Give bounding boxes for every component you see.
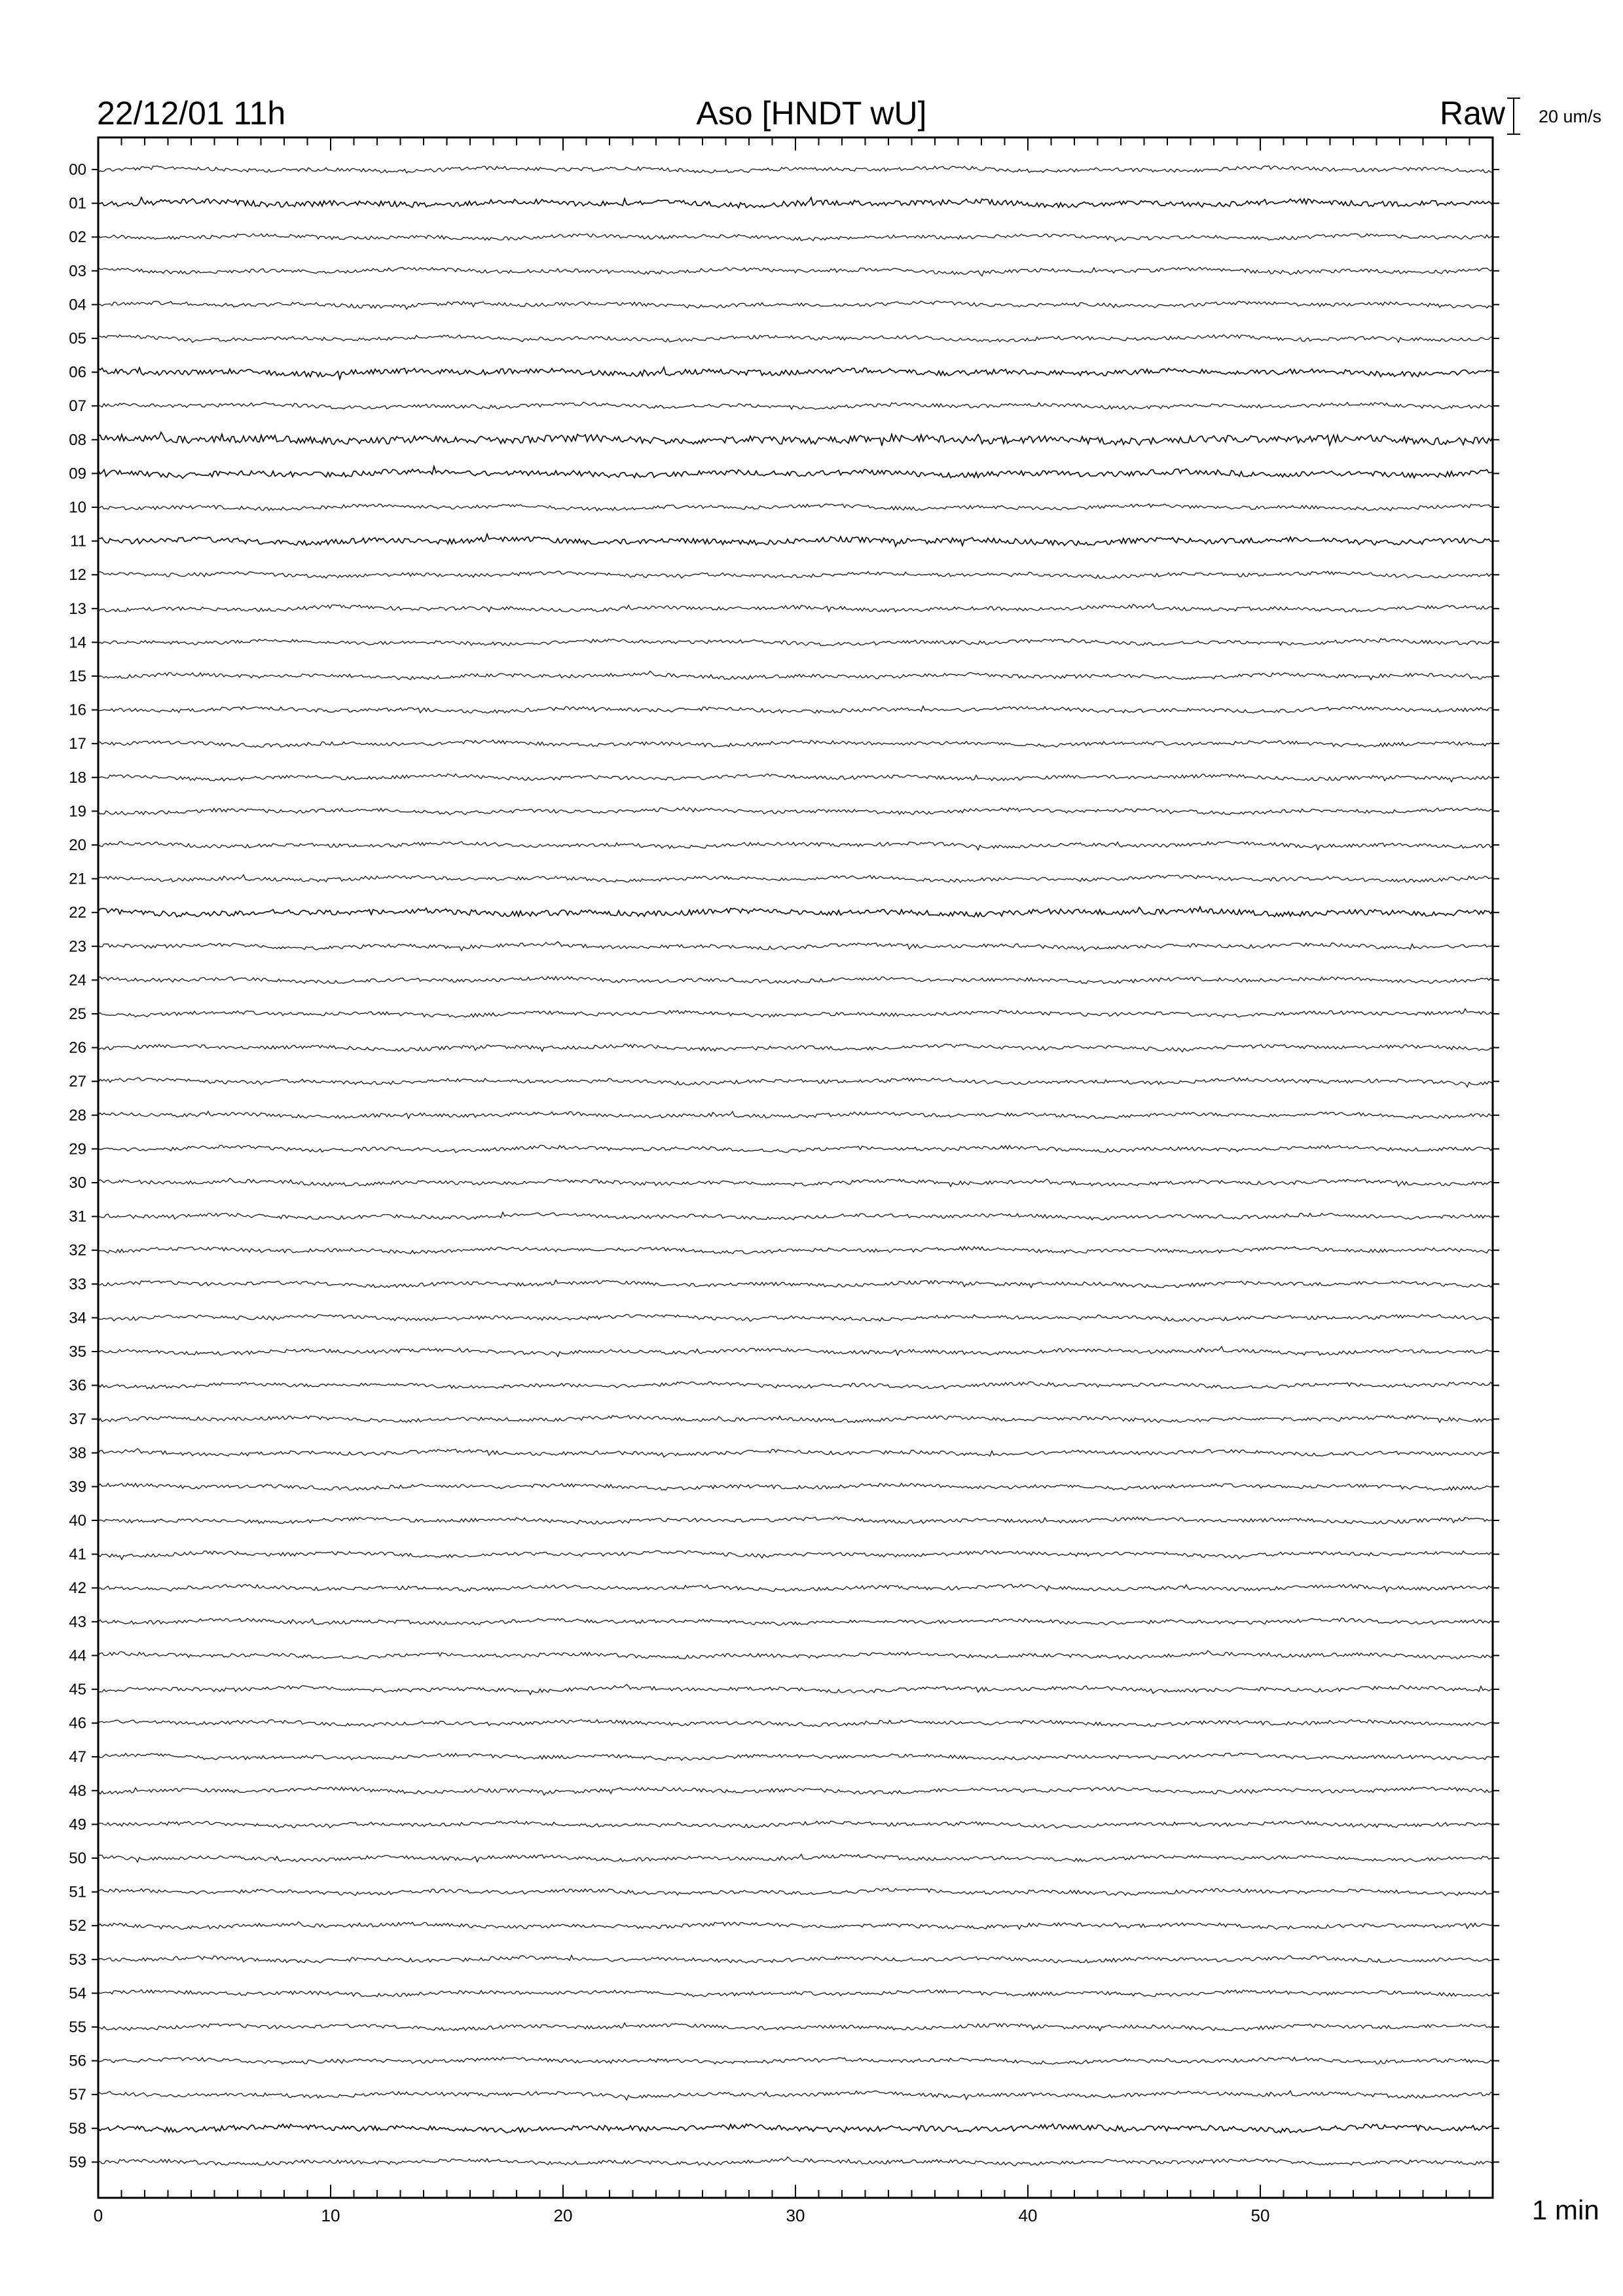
row-label: 47 [69,1748,86,1767]
trace-line [98,942,1493,951]
row-label: 04 [69,296,86,314]
trace-line [98,403,1493,410]
trace-line [98,234,1493,242]
row-label: 19 [69,802,86,821]
row-label: 22 [69,904,86,922]
trace-line [98,2023,1493,2031]
trace-line [98,1990,1493,1997]
row-label: 36 [69,1376,86,1395]
row-label: 15 [69,668,86,685]
trace-line [98,808,1493,815]
trace-line [98,166,1493,173]
row-label: 31 [69,1208,86,1226]
trace-line [98,2157,1493,2166]
trace-line [98,1787,1493,1795]
trace-line [98,1416,1493,1423]
row-label: 02 [69,228,86,247]
row-label: 32 [69,1242,86,1260]
row-label: 56 [69,2052,86,2070]
trace-line [98,504,1493,511]
row-label: 50 [69,1850,86,1867]
trace-line [98,1922,1493,1929]
row-label: 17 [69,735,86,753]
trace-line [98,1346,1493,1356]
row-label: 44 [69,1647,86,1665]
row-label: 26 [69,1039,86,1057]
trace-line [98,1651,1493,1659]
row-label: 21 [69,870,86,888]
row-label: 37 [69,1410,86,1429]
row-label: 30 [69,1174,86,1192]
trace-line [98,367,1493,379]
row-label: 33 [69,1275,86,1293]
row-label: 29 [69,1140,86,1158]
trace-line [98,1483,1493,1490]
row-label: 12 [69,566,86,584]
row-label: 35 [69,1343,86,1361]
row-label: 58 [69,2119,86,2138]
x-tick-label: 20 [553,2206,573,2225]
x-axis-unit-label: 1 min [1532,2195,1599,2225]
x-tick-label: 0 [93,2206,103,2225]
row-label: 23 [69,937,86,956]
trace-line [98,1212,1493,1220]
trace-line [98,1178,1493,1187]
row-label: 38 [69,1444,86,1462]
trace-line [98,1685,1493,1695]
x-tick-labels [94,2206,1270,2225]
trace-line [98,1145,1493,1153]
row-label: 42 [69,1579,86,1598]
row-label: 54 [69,1984,86,2003]
trace-line [98,198,1493,208]
row-label: 43 [69,1613,86,1631]
trace-line [98,774,1493,781]
row-label: 09 [69,465,86,483]
row-label: 11 [70,532,86,550]
row-label: 39 [69,1478,86,1496]
row-label: 07 [69,397,86,416]
row-label: 25 [69,1005,86,1023]
trace-line [98,571,1493,579]
trace-line [98,334,1493,342]
row-label: 01 [69,194,86,213]
trace-line [98,1585,1493,1592]
trace-line [98,2124,1493,2133]
trace-line [98,1382,1493,1389]
row-label: 20 [69,836,86,854]
row-label: 14 [69,634,86,652]
minute-ticks [98,137,1493,2198]
row-label: 59 [69,2153,86,2172]
trace-line [98,875,1493,883]
row-label: 03 [69,262,86,280]
row-label: 34 [69,1309,86,1327]
x-tick-label: 50 [1250,2206,1270,2225]
trace-line [98,1618,1493,1625]
header-date: 22/12/01 11h [97,95,286,132]
row-label: 00 [69,161,86,179]
trace-line [98,1314,1493,1321]
trace-line [98,1078,1493,1087]
row-label: 16 [69,701,86,719]
trace-line [98,301,1493,310]
trace-line [98,1111,1493,1119]
trace-line [98,1517,1493,1524]
trace-line [98,1753,1493,1761]
trace-line [98,467,1493,478]
x-tick-label: 10 [321,2206,340,2225]
trace-line [98,1044,1493,1052]
amplitude-scale-bar [1507,98,1520,134]
x-tick-label: 40 [1018,2206,1038,2225]
trace-line [98,603,1493,612]
row-label: 28 [69,1106,86,1124]
trace-line [98,977,1493,984]
row-label: 53 [69,1950,86,1969]
row-label: 10 [69,499,86,516]
trace-line [98,1854,1493,1862]
row-label: 48 [69,1782,86,1800]
trace-line [98,639,1493,646]
trace-line [98,671,1493,679]
trace-line [98,1719,1493,1727]
row-label: 55 [69,2018,86,2036]
trace-line [98,841,1493,850]
trace-line [98,1551,1493,1559]
row-label: 41 [69,1545,86,1564]
trace-line [98,907,1493,918]
trace-line [98,432,1493,446]
chart-title: Aso [HNDT wU] [696,95,927,132]
x-tick-label: 30 [786,2206,805,2225]
trace-line [98,706,1493,713]
plot-frame [98,137,1493,2198]
trace-line [98,1448,1493,1457]
row-label: 52 [69,1917,86,1935]
row-label: 24 [69,971,86,990]
row-label: 40 [69,1512,86,1530]
trace-line [98,267,1493,276]
row-labels [69,161,86,2171]
trace-line [98,534,1493,547]
trace-line [98,1009,1493,1018]
row-label: 51 [69,1883,86,1901]
row-label: 13 [69,600,86,618]
trace-line [98,1280,1493,1288]
trace-line [98,1955,1493,1963]
amplitude-scale-label: 20 um/s [1539,107,1602,126]
row-label: 49 [69,1816,86,1834]
seismic-traces [92,166,1499,2166]
row-label: 27 [69,1073,86,1091]
row-label: 18 [69,768,86,787]
row-label: 45 [69,1681,86,1698]
row-label: 06 [69,363,86,382]
row-label: 08 [69,431,86,449]
row-label: 57 [69,2086,86,2104]
trace-line [98,1247,1493,1254]
trace-line [98,740,1493,747]
trace-line [98,1821,1493,1828]
trace-line [98,1888,1493,1895]
row-label: 46 [69,1714,86,1732]
trace-line [98,2090,1493,2100]
mode-label: Raw [1439,95,1505,132]
trace-line [98,2057,1493,2064]
row-label: 05 [69,330,86,348]
